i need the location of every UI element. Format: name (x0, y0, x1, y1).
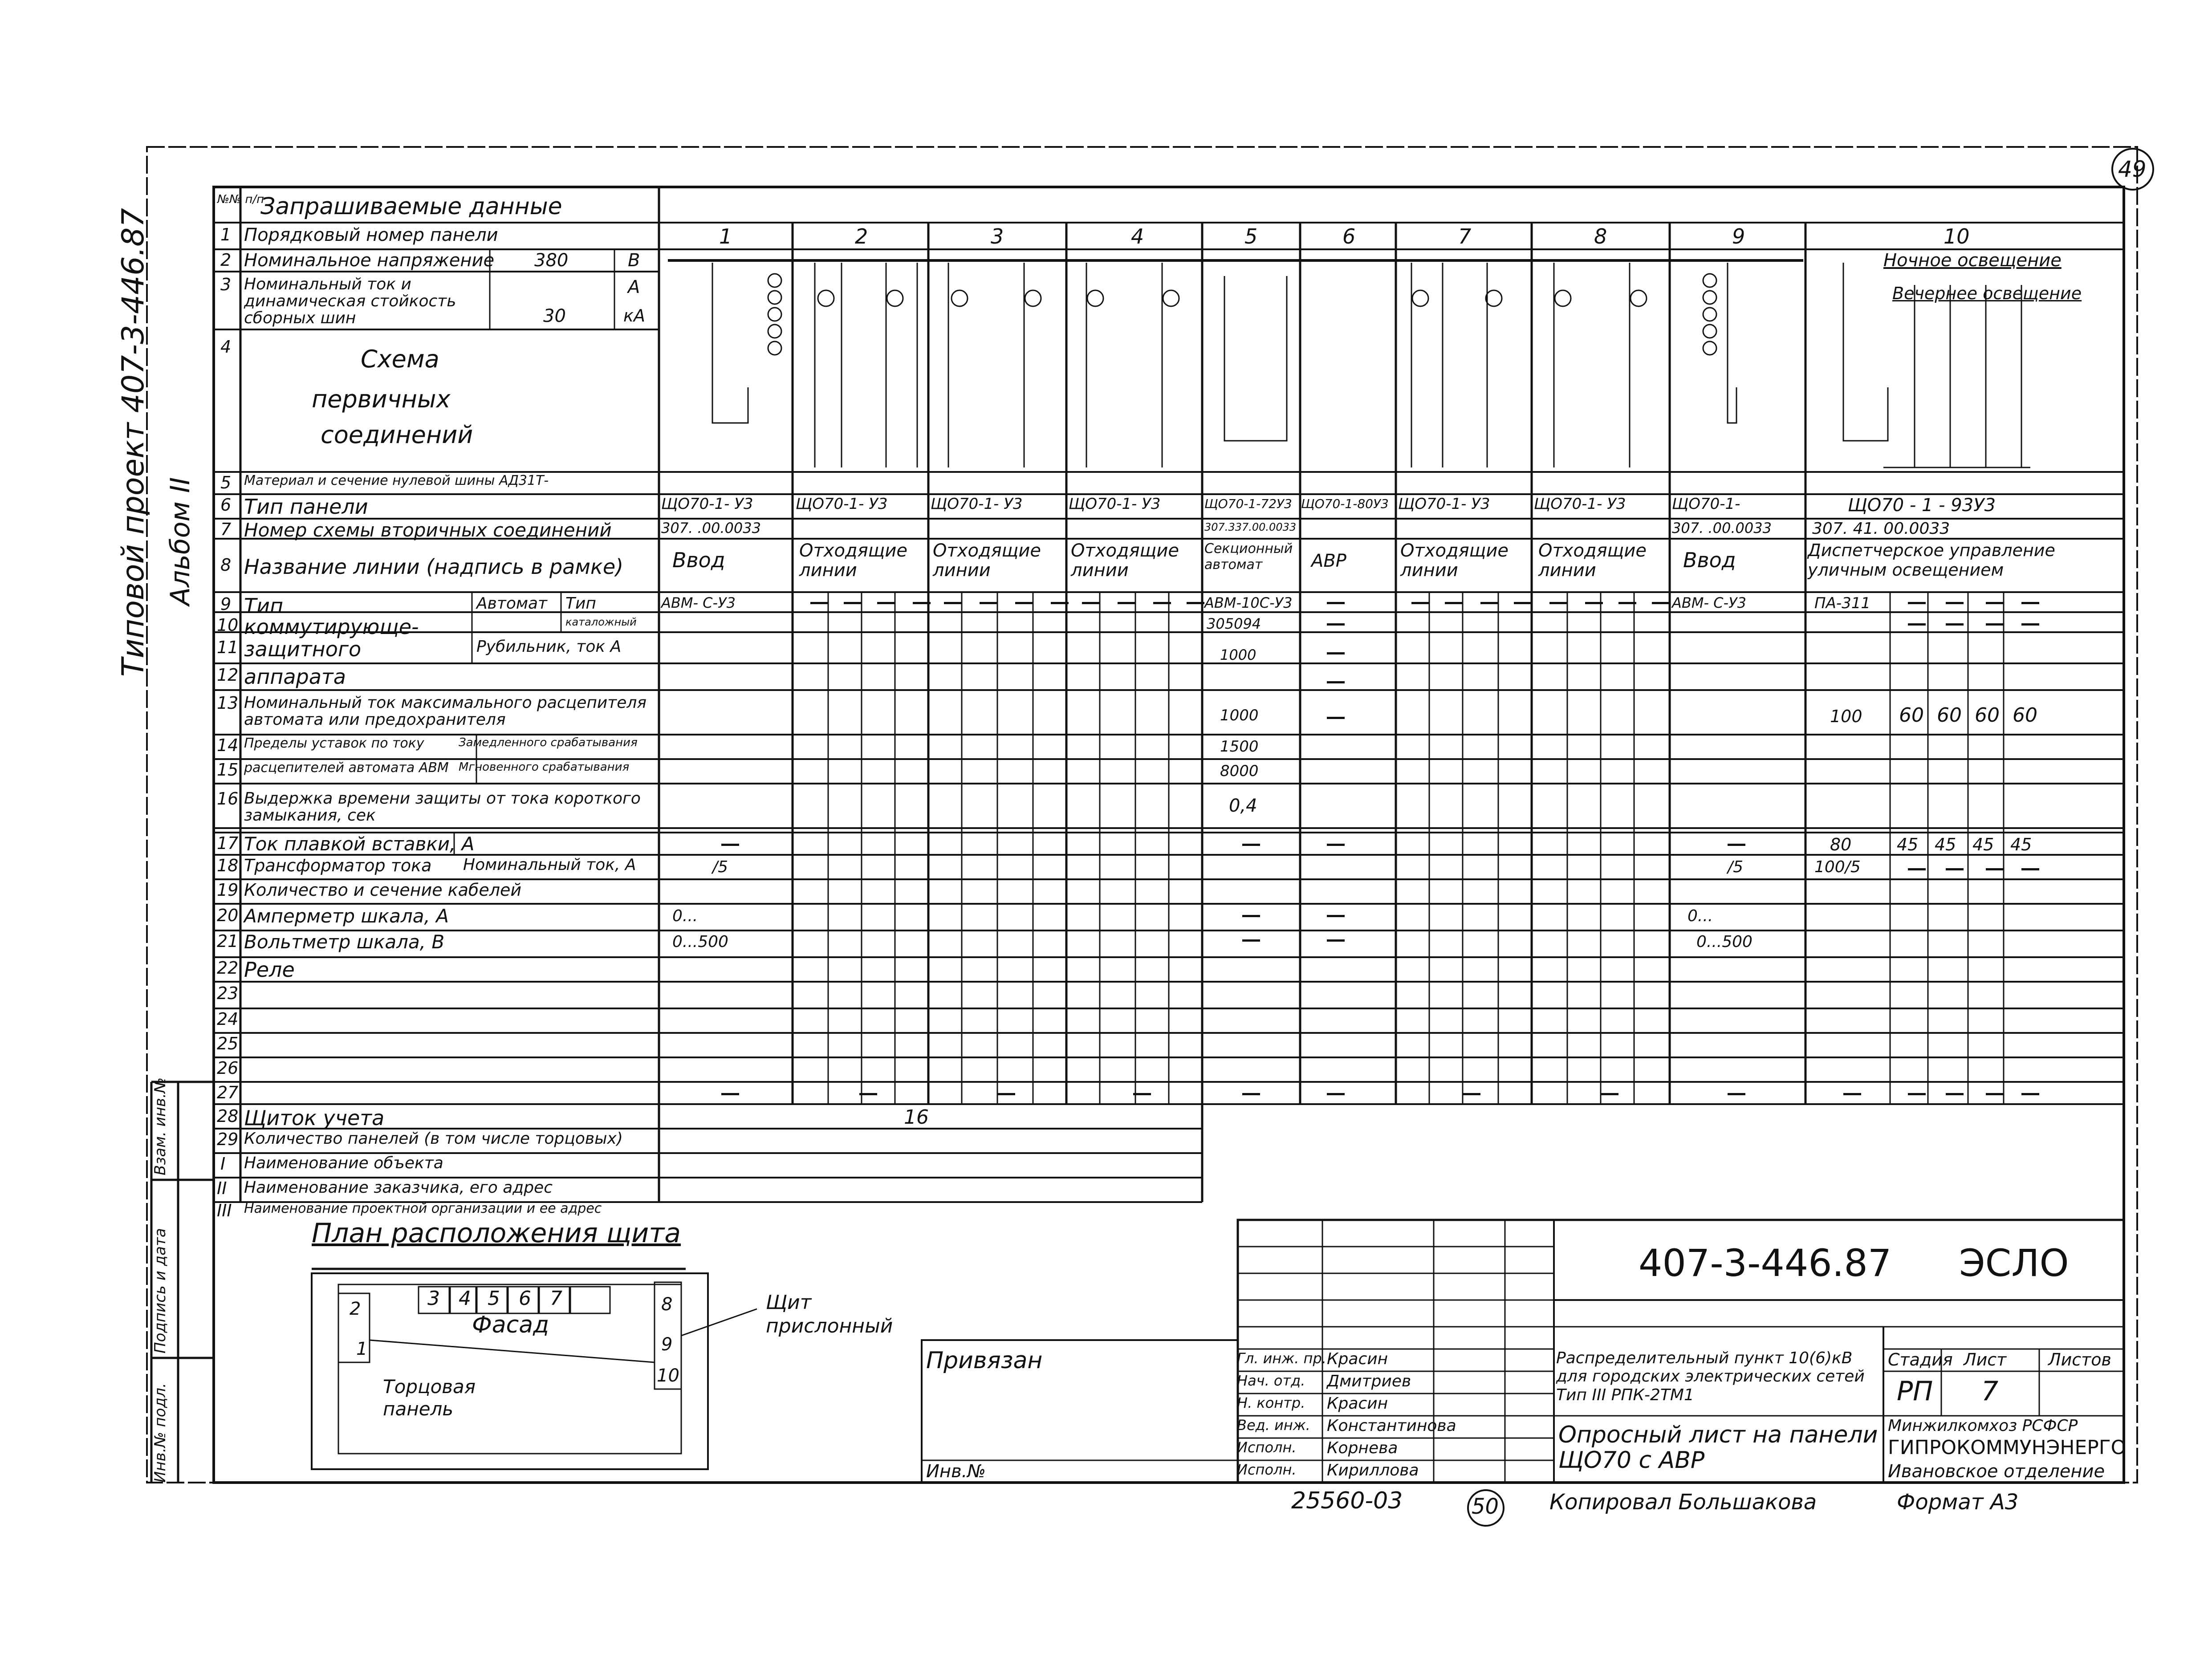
release-current-10d: 60 (1975, 704, 2000, 727)
stamp-role: Исполн. (1237, 1461, 1297, 1478)
stamp-org2: ГИПРОКОММУНЭНЕРГО (1888, 1436, 2127, 1459)
scheme-5: 307.337.00.0033 (1204, 521, 1297, 533)
row-label: Наименование объекта (244, 1154, 443, 1172)
row-sublabel: Автомат (476, 594, 548, 613)
stamp-name: Кириллова (1327, 1461, 1419, 1479)
row-number: 21 (217, 931, 239, 951)
dash-mark (997, 1093, 1015, 1095)
stamp-role: Н. контр. (1237, 1394, 1305, 1411)
scheme-10: 307. 41. 00.0033 (1812, 520, 1950, 538)
row-label: Название линии (надпись в рамке) (244, 555, 624, 579)
row-number: 4 (220, 337, 232, 357)
plan-cell-2: 2 (350, 1299, 361, 1319)
dash-mark (1242, 939, 1260, 942)
side-project-title: Типовой проект 407-3-446.87 (116, 208, 151, 677)
row-label: защитного (244, 637, 362, 661)
footer-format: Формат А3 (1897, 1490, 2019, 1515)
dash-mark (2021, 602, 2039, 604)
dash-mark (1463, 1093, 1480, 1095)
stamp-name: Константинова (1327, 1417, 1456, 1435)
row-number: 15 (217, 760, 239, 780)
dash-mark (1986, 623, 2004, 626)
dash-mark (1327, 652, 1345, 654)
stability-unit: кА (623, 306, 645, 325)
dash-mark (1618, 602, 1636, 604)
stability-value: 30 (543, 306, 566, 326)
row-label: Количество панелей (в том числе торцовых) (244, 1130, 623, 1148)
stamp-role: Нач. отд. (1237, 1372, 1305, 1389)
row-sublabel-2: Тип (565, 594, 596, 613)
dash-mark (1728, 1093, 1745, 1095)
voltmeter-scale-9: 0...500 (1696, 933, 1753, 951)
dash-mark (721, 844, 739, 846)
plan-cell-3: 3 (427, 1287, 440, 1310)
row-label: Наименование заказчика, его адрес (244, 1178, 553, 1197)
dash-mark (1728, 844, 1745, 846)
line-name-7: Отходящие линии (1400, 540, 1509, 581)
dash-mark (1327, 717, 1345, 719)
panel-number-10: 10 (1944, 224, 1970, 248)
dash-mark (2021, 1093, 2039, 1095)
row-number: 11 (217, 638, 239, 657)
row-label: Наименование проектной организации и ее адрес (244, 1201, 602, 1216)
dash-mark (1411, 602, 1429, 604)
dash-mark (1242, 1093, 1260, 1095)
dash-mark (1986, 602, 2004, 604)
panel-type-5: ЩО70-1-72У3 (1204, 496, 1292, 511)
plan-cell-1: 1 (356, 1339, 368, 1359)
dash-mark (913, 602, 931, 604)
panel-number-3: 3 (991, 224, 1004, 248)
ct-current-9: /5 (1728, 858, 1744, 876)
plan-shield: Щит прислонный (766, 1291, 893, 1337)
ammeter-scale-1: 0... (672, 907, 698, 925)
stamp-attached: Привязан (926, 1347, 1043, 1374)
dash-mark (844, 602, 862, 604)
plan-cell-6: 6 (519, 1287, 531, 1310)
dash-mark (1118, 602, 1135, 604)
schematic-lines (712, 263, 2030, 467)
scheme-label-1: Схема (361, 345, 439, 373)
row-number: 14 (217, 735, 239, 755)
side-album-label: Альбом II (165, 477, 196, 605)
page-number: 49 (2118, 156, 2147, 182)
row-number: 5 (220, 473, 232, 492)
plan-facade: Фасад (472, 1312, 549, 1338)
stamp-org1: Минжилкомхоз РСФСР (1888, 1417, 2078, 1435)
row-label: Пределы уставок по току (244, 735, 424, 751)
panel-number-6: 6 (1342, 224, 1356, 248)
row-number: 8 (220, 555, 232, 575)
line-name-8: Отходящие линии (1538, 540, 1647, 581)
dash-mark (1327, 681, 1345, 683)
stamp-sheet-title: Опросный лист на панели ЩО70 с АВР (1558, 1422, 1878, 1474)
row-number: 7 (220, 520, 232, 539)
evening-lighting-label: Вечернее освещение (1892, 284, 2082, 303)
dash-mark (1514, 602, 1532, 604)
panel-type-8: ЩО70-1- У3 (1534, 495, 1626, 513)
row-label: Тип панели (244, 495, 368, 519)
row-number: 16 (217, 789, 239, 809)
row-number: 1 (220, 225, 232, 244)
dash-mark (980, 602, 997, 604)
panel-type-10: ЩО70 - 1 - 93У3 (1848, 495, 1996, 516)
dash-mark (1986, 868, 2004, 870)
stamp-stage: РП (1897, 1376, 1933, 1407)
ct-current-10: 100/5 (1814, 858, 1861, 876)
dash-mark (1908, 623, 1926, 626)
voltage-value: 380 (534, 250, 569, 271)
row-label: Реле (244, 958, 295, 982)
panel-type-6: ЩО70-1-80У3 (1301, 496, 1389, 511)
row-label: расцепителей автомата АВМ (244, 760, 449, 776)
dash-mark (1549, 602, 1567, 604)
stamp-name: Корнева (1327, 1439, 1398, 1457)
plan-title: План расположения щита (312, 1218, 681, 1249)
row-number: 6 (220, 495, 232, 515)
line-name-1: Ввод (672, 548, 725, 572)
release-current-10c: 60 (1937, 704, 1962, 727)
num-header: №№ п/п (217, 193, 264, 206)
row-number: 24 (217, 1009, 239, 1029)
table-title: Запрашиваемые данные (260, 193, 562, 220)
line-name-6: АВР (1311, 551, 1346, 571)
row-number: 18 (217, 856, 239, 875)
breaker-type-1: АВМ- С-У3 (661, 594, 736, 611)
fuse-current-10e: 45 (2010, 835, 2032, 854)
dash-mark (1946, 623, 1964, 626)
row-number: 29 (217, 1130, 239, 1149)
dash-mark (1908, 868, 1926, 870)
row-number: 20 (217, 906, 239, 925)
row-number: 23 (217, 983, 239, 1003)
dash-mark (1187, 602, 1204, 604)
dash-mark (1133, 1093, 1151, 1095)
breaker-type-9: АВМ- С-У3 (1672, 594, 1746, 611)
dash-mark (1445, 602, 1463, 604)
voltage-unit: В (628, 250, 640, 271)
row-label: Номинальное напряжение (244, 250, 495, 271)
panel-number-7: 7 (1458, 224, 1472, 248)
line-name-10: Диспетчерское управление уличным освещением (1808, 540, 2055, 580)
dash-mark (944, 602, 962, 604)
fuse-current-10b: 45 (1897, 835, 1919, 854)
row-number: III (217, 1201, 232, 1220)
release-current-10b: 60 (1899, 704, 1924, 727)
release-current-5: 1000 (1220, 707, 1259, 724)
row-label: Номинальный ток и динамическая стойкость сборных шин (244, 275, 456, 327)
row-label: Щиток учета (244, 1106, 385, 1130)
line-name-2: Отходящие линии (799, 540, 907, 581)
dash-mark (1327, 602, 1345, 604)
panel-count: 16 (904, 1106, 929, 1129)
dash-mark (1908, 1093, 1926, 1095)
row-label: Материал и сечение нулевой шины АД31Т- (244, 473, 549, 488)
dash-mark (2021, 623, 2039, 626)
side-strip-1: Инв.№ подл. (151, 1383, 169, 1483)
scheme-label-3: соединений (321, 421, 473, 449)
stamp-code: 407-3-446.87 (1639, 1241, 1892, 1285)
row-sublabel: Замедленного срабатывания (459, 736, 638, 749)
dash-mark (1843, 1093, 1861, 1095)
ammeter-scale-9: 0... (1687, 907, 1713, 925)
panel-number-8: 8 (1594, 224, 1607, 248)
dash-mark (1946, 602, 1964, 604)
row-label: Номинальный ток максимального расцепителя автомата или предохранителя (244, 694, 647, 729)
dash-mark (1153, 602, 1171, 604)
dash-mark (1327, 623, 1345, 626)
dash-mark (1908, 602, 1926, 604)
panel-type-4: ЩО70-1- У3 (1069, 495, 1161, 513)
row-number: 17 (217, 833, 239, 853)
dash-mark (1986, 1093, 2004, 1095)
row-number: I (220, 1154, 226, 1174)
plan-cell-9: 9 (661, 1334, 673, 1355)
fuse-current-10d: 45 (1972, 835, 1994, 854)
row-label: Трансформатор тока (244, 856, 432, 875)
scheme-9: 307. .00.0033 (1672, 520, 1772, 536)
row-number: 25 (217, 1034, 239, 1053)
row-number: 3 (220, 275, 232, 294)
dash-mark (1082, 602, 1100, 604)
line-name-9: Ввод (1683, 548, 1736, 572)
row-number: 27 (217, 1083, 239, 1102)
instant-setting-5: 8000 (1220, 762, 1259, 780)
footer-page: 50 (1472, 1494, 1499, 1519)
row-number: 13 (217, 693, 239, 713)
line-name-5: Секционный автомат (1204, 541, 1293, 573)
plan-cell-8: 8 (661, 1294, 673, 1315)
catalog-5: 305094 (1207, 615, 1261, 632)
dash-mark (2021, 868, 2039, 870)
stamp-name: Красин (1327, 1350, 1388, 1368)
stamp-mark: ЭСЛО (1959, 1241, 2069, 1285)
row-label: коммутирующе- (244, 615, 419, 639)
dash-mark (1585, 602, 1603, 604)
stamp-role: Исполн. (1237, 1439, 1297, 1456)
row-label: Ток плавкой вставки, А (244, 833, 475, 855)
stamp-stage-label: Стадия (1888, 1350, 1953, 1369)
side-strip-3: Взам. инв.№ (151, 1077, 169, 1175)
dash-mark (1327, 844, 1345, 846)
row-label: Тип (244, 594, 284, 618)
plan-cell-10: 10 (657, 1365, 679, 1386)
delay-time-5: 0,4 (1229, 796, 1257, 816)
fuse-current-10a: 80 (1830, 835, 1852, 854)
stamp-object: Распределительный пункт 10(6)кВ для городских электрических сетей Тип III РПК-2ТМ1 (1556, 1349, 1865, 1404)
stamp-sheet: 7 (1981, 1376, 1999, 1407)
panel-number-5: 5 (1244, 224, 1258, 248)
dash-mark (1480, 602, 1498, 604)
row-number: 19 (217, 880, 239, 900)
row-sublabel: Рубильник, ток А (476, 638, 622, 656)
dash-mark (1051, 602, 1069, 604)
row-label: Порядковый номер панели (244, 225, 498, 245)
stamp-role: Вед. инж. (1237, 1417, 1310, 1434)
plan-cell-4: 4 (459, 1287, 471, 1310)
dash-mark (1601, 1093, 1618, 1095)
row-number: 26 (217, 1058, 239, 1078)
dash-mark (1652, 602, 1670, 604)
delay-setting-5: 1500 (1220, 738, 1259, 756)
row-number: 2 (220, 250, 232, 270)
row-label: Вольтметр шкала, В (244, 931, 445, 953)
side-strip-2: Подпись и дата (151, 1228, 169, 1353)
footer-copied: Копировал Большакова (1549, 1490, 1817, 1515)
dash-mark (1327, 1093, 1345, 1095)
stamp-inv: Инв.№ (926, 1461, 986, 1482)
plan-cell-5: 5 (488, 1287, 500, 1310)
release-current-10e: 60 (2013, 704, 2037, 727)
stamp-sheets-label: Листов (2048, 1350, 2111, 1369)
line-name-3: Отходящие линии (933, 540, 1041, 581)
dash-mark (1242, 915, 1260, 917)
row-label: Выдержка времени защиты от тока короткого замыкания, сек (244, 789, 641, 825)
release-current-10a: 100 (1830, 707, 1862, 726)
switch-current-5: 1000 (1220, 646, 1256, 663)
plan-end-panel: Торцовая панель (383, 1376, 476, 1420)
row-sublabel: Мгновенного срабатывания (459, 760, 630, 774)
dash-mark (1015, 602, 1033, 604)
row-label: аппарата (244, 665, 346, 689)
plan-cell-7: 7 (550, 1287, 562, 1310)
row-sublabel-2: каталожный (565, 616, 637, 628)
footer-code: 25560-03 (1291, 1487, 1403, 1514)
panel-type-2: ЩО70-1- У3 (796, 495, 888, 513)
dash-mark (1327, 915, 1345, 917)
dash-mark (859, 1093, 877, 1095)
row-number: II (217, 1178, 227, 1198)
row-label: Номер схемы вторичных соединений (244, 519, 612, 541)
dash-mark (721, 1093, 739, 1095)
scheme-1: 307. .00.0033 (661, 520, 761, 536)
dash-mark (1946, 1093, 1964, 1095)
row-sublabel: Номинальный ток, А (463, 856, 636, 874)
panel-number-9: 9 (1732, 224, 1745, 248)
stamp-org3: Ивановское отделение (1888, 1461, 2105, 1482)
row-number: 22 (217, 958, 239, 978)
dash-mark (877, 602, 895, 604)
panel-number-4: 4 (1131, 224, 1144, 248)
night-lighting-label: Ночное освещение (1883, 250, 2062, 271)
row-number: 12 (217, 665, 239, 685)
dash-mark (1242, 844, 1260, 846)
panel-type-7: ЩО70-1- У3 (1398, 495, 1490, 513)
breaker-type-10: ПА-311 (1814, 594, 1870, 612)
panel-type-1: ЩО70-1- У3 (661, 495, 753, 513)
row-label: Количество и сечение кабелей (244, 880, 522, 900)
panel-number-1: 1 (719, 224, 732, 248)
row-number: 9 (220, 594, 232, 614)
line-name-4: Отходящие линии (1071, 540, 1179, 581)
row-label: Амперметр шкала, А (244, 905, 449, 927)
scheme-label-2: первичных (312, 385, 451, 413)
row-number: 28 (217, 1106, 239, 1126)
voltmeter-scale-1: 0...500 (672, 933, 728, 951)
fuse-current-10c: 45 (1935, 835, 1956, 854)
panel-number-2: 2 (855, 224, 868, 248)
current-unit: А (628, 277, 640, 297)
dash-mark (1327, 939, 1345, 942)
stamp-name: Дмитриев (1327, 1372, 1411, 1390)
panel-type-9: ЩО70-1- (1672, 495, 1740, 513)
breaker-type-5: АВМ-10С-У3 (1204, 594, 1293, 611)
stamp-role: Гл. инж. пр. (1237, 1350, 1326, 1367)
stamp-sheet-label: Лист (1964, 1350, 2007, 1369)
panel-type-3: ЩО70-1- У3 (931, 495, 1023, 513)
dash-mark (1946, 868, 1964, 870)
stamp-name: Красин (1327, 1394, 1388, 1413)
row-number: 10 (217, 615, 239, 635)
ct-current-1: /5 (712, 858, 728, 876)
dash-mark (810, 602, 828, 604)
